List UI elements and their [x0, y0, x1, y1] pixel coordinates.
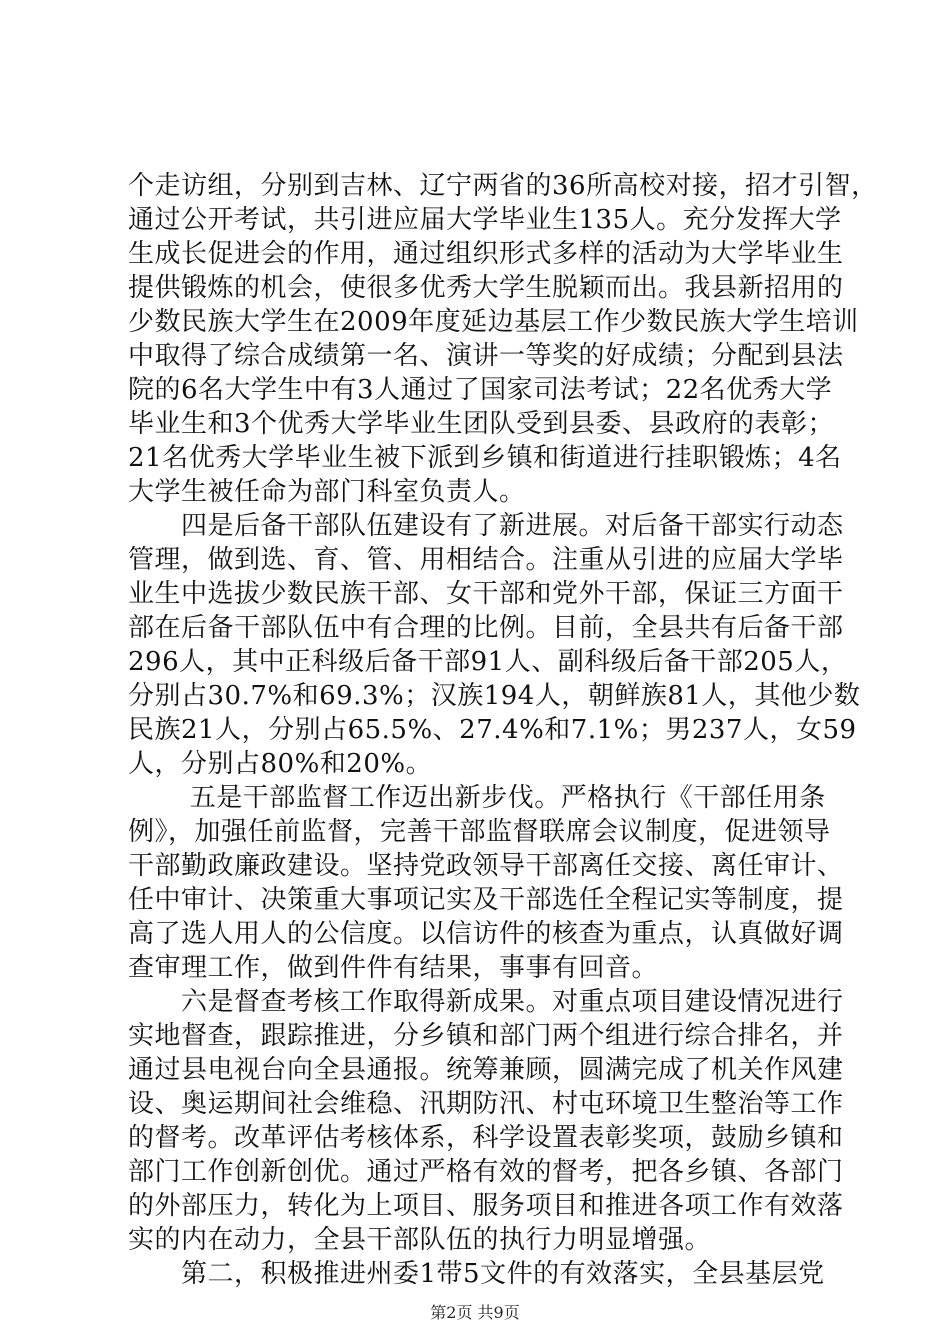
text-line: 少数民族大学生在2009年度延边基层工作少数民族大学生培训 [128, 307, 859, 337]
text-line: 生成长促进会的作用，通过组织形式多样的活动为大学毕业生 [128, 239, 844, 269]
paragraph-start-line: 第二，积极推进州委1带5文件的有效落实，全县基层党 [128, 1259, 825, 1289]
text-line: 提供锻炼的机会，使很多优秀大学生脱颖而出。我县新招用的 [128, 273, 844, 303]
page-number-footer: 第2页 共9页 [430, 1303, 520, 1322]
text-line: 实地督查，跟踪推进，分乡镇和部门两个组进行综合排名，并 [128, 1021, 844, 1051]
text-line: 部门工作创新创优。通过严格有效的督考，把各乡镇、各部门 [128, 1157, 844, 1187]
text-line: 干部勤政廉政建设。坚持党政领导干部离任交接、离任审计、 [128, 851, 844, 881]
text-line: 的外部压力，转化为上项目、服务项目和推进各项工作有效落 [128, 1191, 844, 1221]
text-line: 民族21人，分别占65.5%、27.4%和7.1%；男237人，女59 [128, 715, 857, 745]
text-line: 部在后备干部队伍中有合理的比例。目前，全县共有后备干部 [128, 613, 844, 643]
text-line: 实的内在动力，全县干部队伍的执行力明显增强。 [128, 1225, 712, 1255]
text-line: 的督考。改革评估考核体系，科学设置表彰奖项，鼓励乡镇和 [128, 1123, 844, 1153]
text-line: 毕业生和3个优秀大学毕业生团队受到县委、县政府的表彰； [128, 409, 835, 439]
text-line: 21名优秀大学毕业生被下派到乡镇和街道进行挂职锻炼；4名 [128, 443, 842, 473]
text-line: 业生中选拔少数民族干部、女干部和党外干部，保证三方面干 [128, 579, 844, 609]
text-line: 任中审计、决策重大事项记实及干部选任全程记实等制度，提 [128, 885, 844, 915]
text-line: 设、奥运期间社会维稳、汛期防汛、村屯环境卫生整治等工作 [128, 1089, 844, 1119]
text-line: 通过县电视台向全县通报。统筹兼顾，圆满完成了机关作风建 [128, 1055, 844, 1085]
paragraph-start-line: 五是干部监督工作迈出新步伐。严格执行《干部任用条 [128, 783, 826, 813]
paragraph-start-line: 六是督查考核工作取得新成果。对重点项目建设情况进行 [128, 987, 844, 1017]
text-line: 人，分别占80%和20%。 [128, 749, 433, 779]
text-line: 高了选人用人的公信度。以信访件的核查为重点，认真做好调 [128, 919, 844, 949]
text-line: 个走访组，分别到吉林、辽宁两省的36所高校对接，招才引智， [128, 171, 878, 201]
text-line: 例》，加强任前监督，完善干部监督联席会议制度，促进领导 [128, 817, 831, 847]
text-line: 查审理工作，做到件件有结果，事事有回音。 [128, 953, 659, 983]
text-line: 管理，做到选、育、管、用相结合。注重从引进的应届大学毕 [128, 545, 844, 575]
text-line: 院的6名大学生中有3人通过了国家司法考试；22名优秀大学 [128, 375, 833, 405]
text-line: 通过公开考试，共引进应届大学毕业生135人。充分发挥大学 [128, 205, 842, 235]
text-line: 分别占30.7%和69.3%；汉族194人，朝鲜族81人，其他少数 [128, 681, 861, 711]
text-line: 296人，其中正科级后备干部91人、副科级后备干部205人， [128, 647, 848, 677]
paragraph-start-line: 四是后备干部队伍建设有了新进展。对后备干部实行动态 [128, 511, 844, 541]
text-line: 大学生被任命为部门科室负责人。 [128, 477, 526, 507]
text-line: 中取得了综合成绩第一名、演讲一等奖的好成绩；分配到县法 [128, 341, 844, 371]
